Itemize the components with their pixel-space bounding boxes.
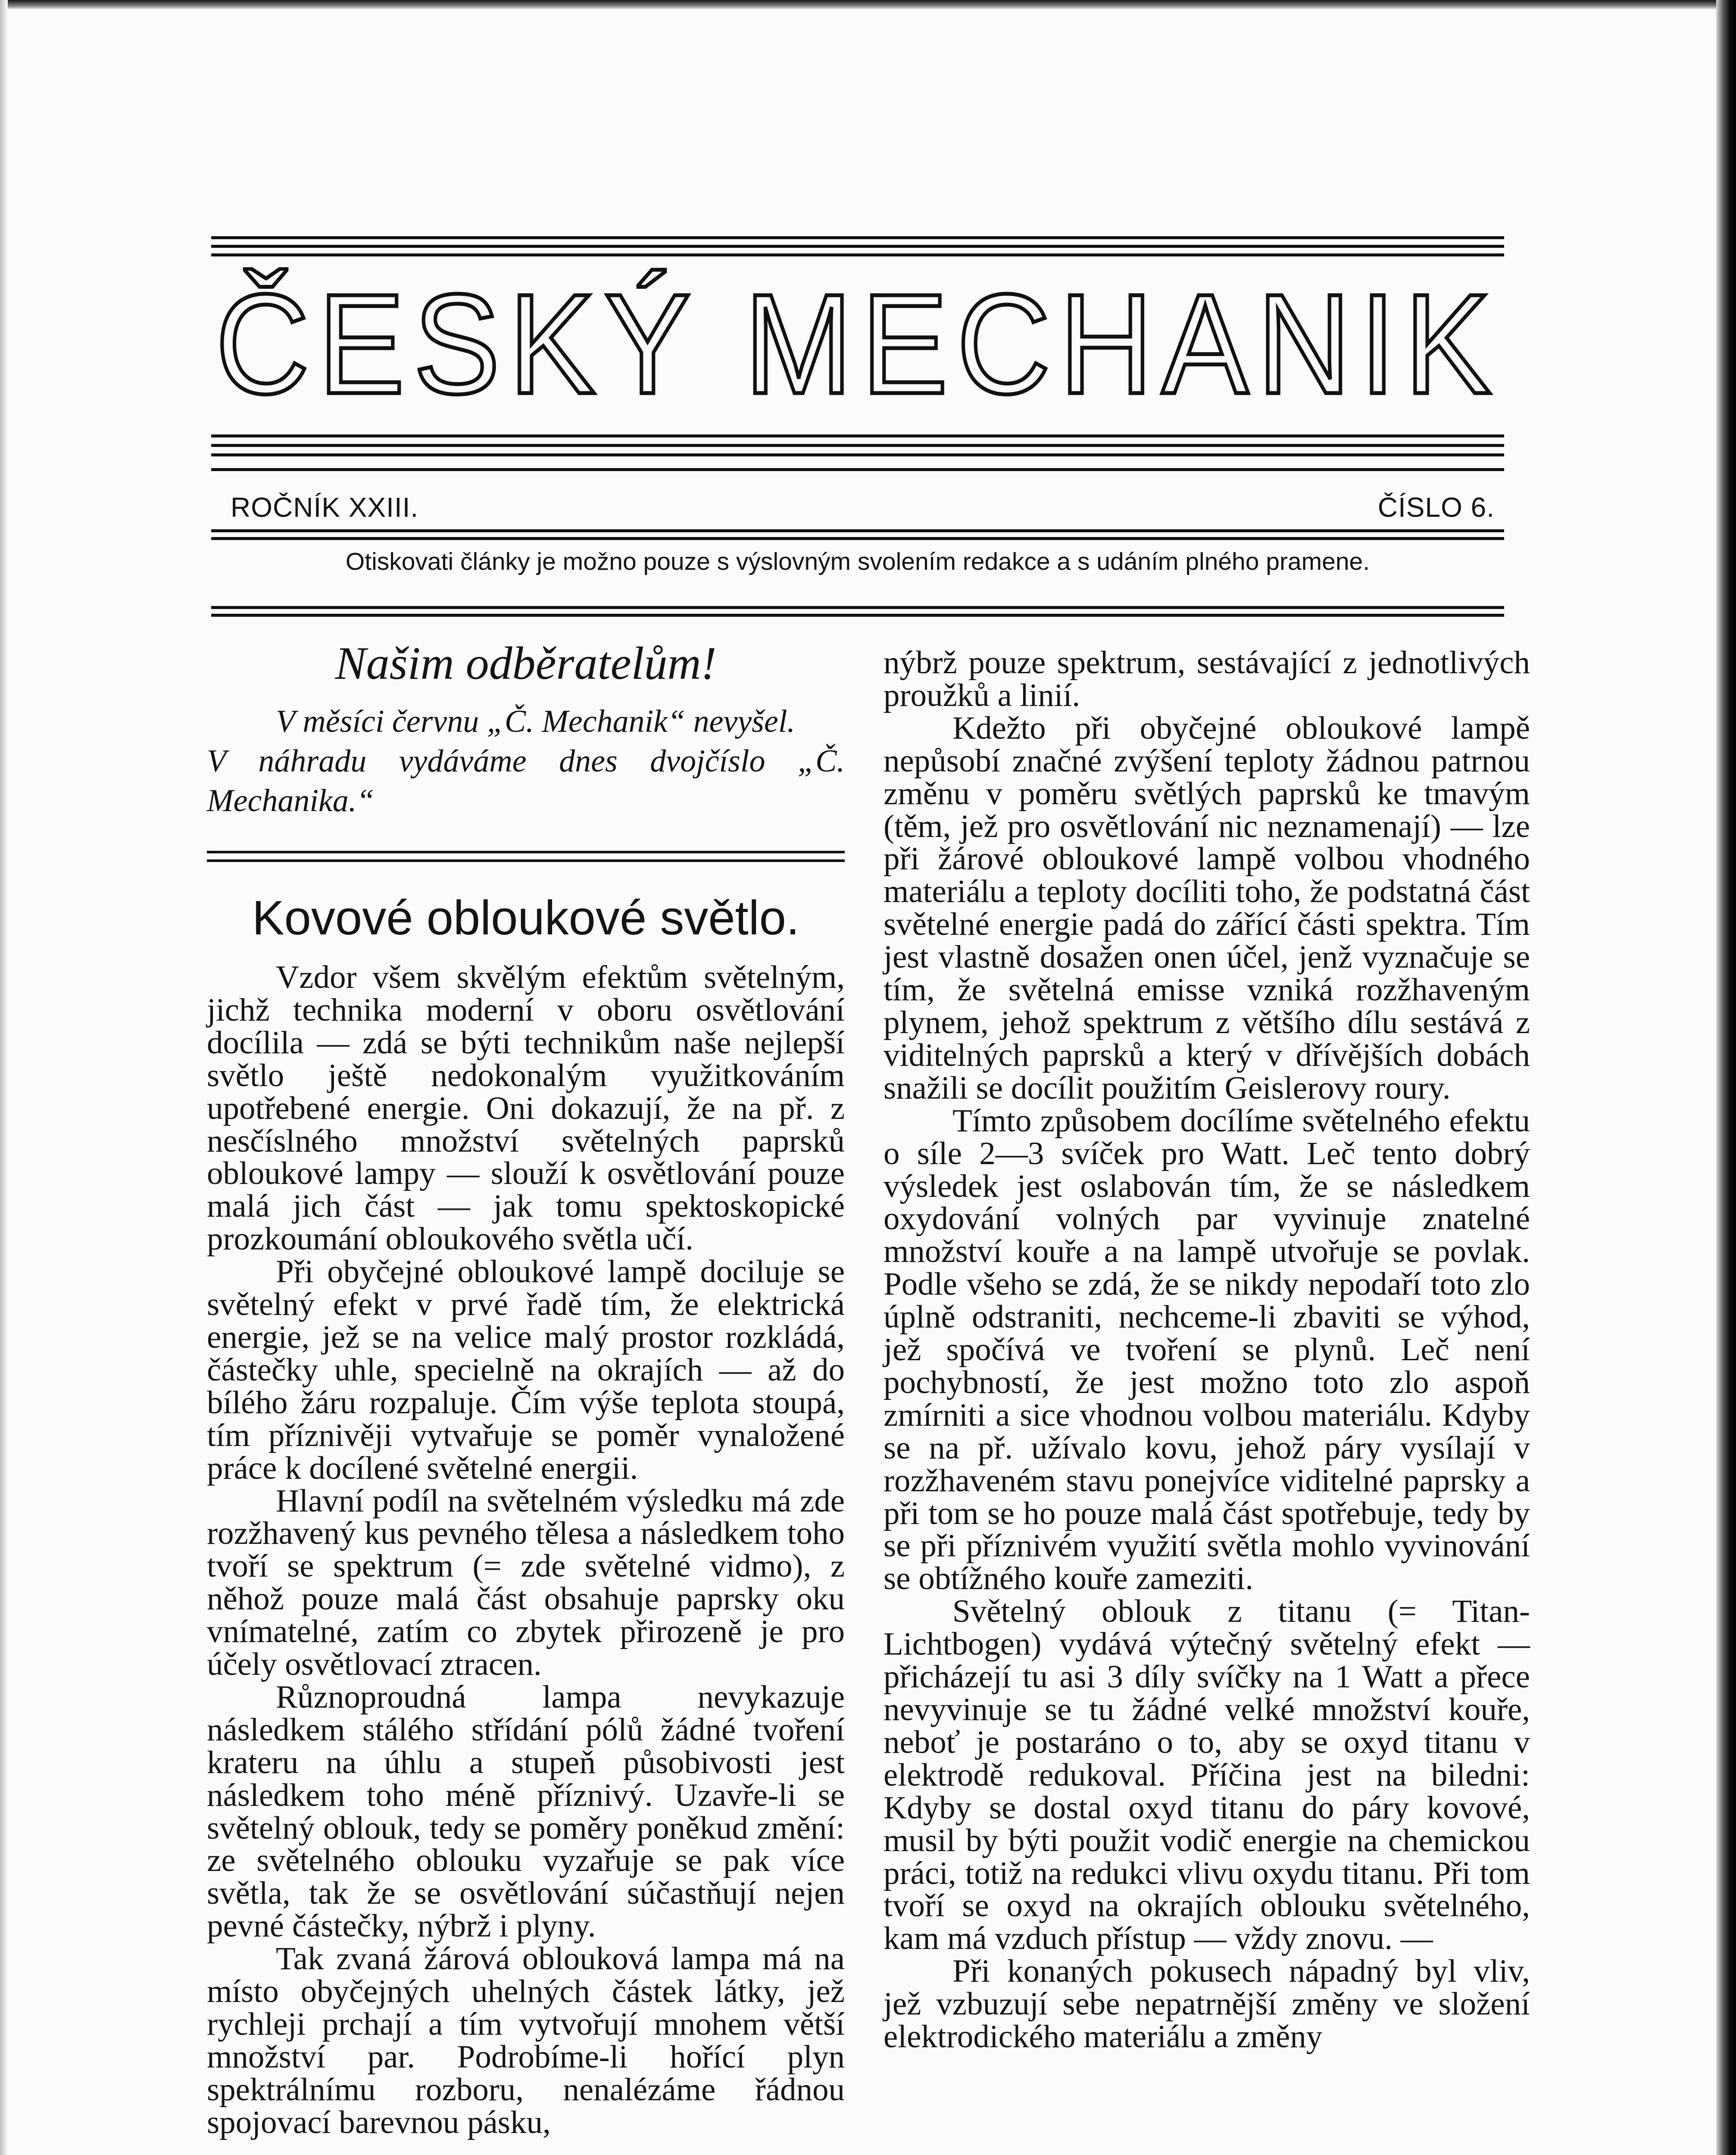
masthead-title	[203, 267, 1513, 422]
article-paragraph: Různoproudná lampa nevykazuje následkem stálého střídání pólů žádné tvoření krateru na úhlu a stupeň působivosti jest následkem toho méně příznivý. Uzavře-li se světelný oblouk, tedy se poměry poněkud změní: ze světelného oblouku vyzařuje se pak více světla, tak že se osvětlování súčastňují nejen pevné částečky, nýbrž i plyny.	[207, 1679, 845, 1944]
masthead-rule	[211, 468, 1504, 471]
masthead-rule	[211, 253, 1504, 256]
article-paragraph: Tak zvaná žárová oblouková lampa má na místo obyčejných uhelných částek látky, jež rychleji prchají a tím vytvořují mnohem větší množství par. Podrobíme-li hořící plyn spektrálnímu rozboru, nenalézáme řádnou spojovací barevnou pásku,	[207, 1941, 845, 2140]
header-rule	[211, 614, 1504, 617]
scan-edge-top	[0, 0, 1736, 9]
notice-line: V náhradu vydáváme dnes dvojčíslo „Č. Mechanika.“	[207, 743, 845, 818]
notice-line: V měsíci červnu „Č. Mechanik“ nevyšel.	[276, 704, 795, 739]
masthead-rule	[211, 434, 1504, 437]
article-title: Kovové obloukové světlo.	[252, 891, 800, 945]
volume-label: ROČNÍK XXIII.	[231, 492, 419, 523]
right-column	[884, 646, 1530, 2053]
article-paragraph: Tímto způsobem docílíme světelného efektu o síle 2—3 svíček pro Watt. Leč tento dobrý výsledek jest oslabován tím, že se následkem oxydování volných par vyvinuje znatelné množství kouře a na lampě utvořuje se povlak. Podle všeho se zdá, že se nikdy nepodaří toto zlo úplně odstraniti, nechceme-li zbaviti se výhod, jež spočívá ve tvoření se plynů. Leč není pochybností, že jest možno toto zlo aspoň zmírniti a sice vhodnou volbou materiálu. Kdyby se na př. užívalo kovu, jehož páry vysílají v rozžhaveném stavu ponejvíce viditelné paprsky a při tom se ho pouze malá část spotřebuje, tedy by se při příznivém využití světla mohlo vyvinování se obtížného kouře zameziti.	[884, 1102, 1530, 1597]
article-paragraph: Světelný oblouk z titanu (= Titan-Lichtbogen) vydává výtečný světelný efekt — přicházejí tu asi 3 díly svíčky na 1 Watt a přece nevyvinuje se tu žádné velké množství kouře, neboť je postaráno o to, aby se oxyd titanu v elektrodě redukoval. Příčina jest na biledni: Kdyby se dostal oxyd titanu do páry kovové, musil by býti použit vodič energie na chemickou práci, totiž na redukci vlivu oxydu titanu. Při tom tvoří se oxyd na okrajích oblouku světelného, kam má vzduch přístup — vždy znovu. —	[884, 1593, 1530, 1957]
scan-edge-right	[1716, 0, 1736, 2155]
article-paragraph: Vzdor všem skvělým efektům světelným, jichž technika moderní v oboru osvětlování docílila — zdá se býti technikům naše nejlepší světlo ještě nedokonalým využitkováním upotřebené energie. Oni dokazují, že na př. z nesčíslného množství světelných paprsků obloukové lampy — slouží k osvětlování pouze malá jich část — jak tomu spektoskopické prozkoumání obloukového světla učí.	[207, 959, 845, 1257]
left-column	[207, 638, 845, 2139]
masthead-title-text: ČESKÝ MECHANIK	[215, 267, 1500, 422]
header-rule	[211, 529, 1504, 532]
article-paragraph: Při obyčejné obloukové lampě dociluje se světelný efekt v prvé řadě tím, že elektrická energie, jež se na velice malý prostor rozkládá, částečky uhle, specielně na okrajích — až do bílého žáru rozpaluje. Čím výše teplota stoupá, tím příznivěji vytvařuje se poměr vynaložené práce k docílené světelné energii.	[207, 1254, 845, 1486]
copyright-notice: Otiskovati články je možno pouze s výslovným svolením redakce a s udáním plného pramene.	[345, 548, 1370, 575]
masthead-rule	[211, 453, 1504, 456]
article-paragraph: Kdežto při obyčejné obloukové lampě nepůsobí značné zvýšení teploty žádnou patrnou změnu v poměru světlých paprsků ke tmavým (těm, jež pro osvětlování nic neznamenají) — lze při žárové obloukové lampě volbou vhodného materiálu a teploty docíliti toho, že podstatná část světelné energie padá do zářící části spektra. Tím jest vlastně dosažen onen účel, jenž vyznačuje se tím, že světelná emisse vzniká rozžhaveným plynem, jehož spektrum z většího dílu sestává z viditelných paprsků a který v dřívějších dobách snažili se docílit použitím Geislerovy roury.	[884, 710, 1530, 1106]
masthead-rule	[211, 245, 1504, 248]
notice-title: Našim odběratelům!	[335, 638, 717, 689]
article-paragraph: Při konaných pokusech nápadný byl vliv, jež vzbuzují sebe nepatrnější změny ve složení elektrodického materiálu a změny	[884, 1953, 1530, 2055]
issue-label: ČÍSLO 6.	[1377, 492, 1495, 523]
header-rule	[211, 606, 1504, 609]
section-divider	[207, 859, 845, 862]
section-divider	[207, 851, 845, 853]
masthead-rule	[211, 444, 1504, 447]
header-rule	[211, 537, 1504, 540]
article-paragraph: nýbrž pouze spektrum, sestávající z jednotlivých proužků a linií.	[884, 645, 1530, 713]
masthead-title-svg	[203, 267, 1513, 422]
masthead-rule	[211, 236, 1504, 239]
scan-edge-left	[0, 0, 8, 2155]
article-paragraph: Hlavní podíl na světelném výsledku má zde rozžhavený kus pevného tělesa a následkem toho tvoří se spektrum (= zde světelné vidmo), z něhož pouze malá část obsahuje paprsky oku vnímatelné, zatím co zbytek přirozeně je pro účely osvětlovací ztracen.	[207, 1483, 845, 1683]
